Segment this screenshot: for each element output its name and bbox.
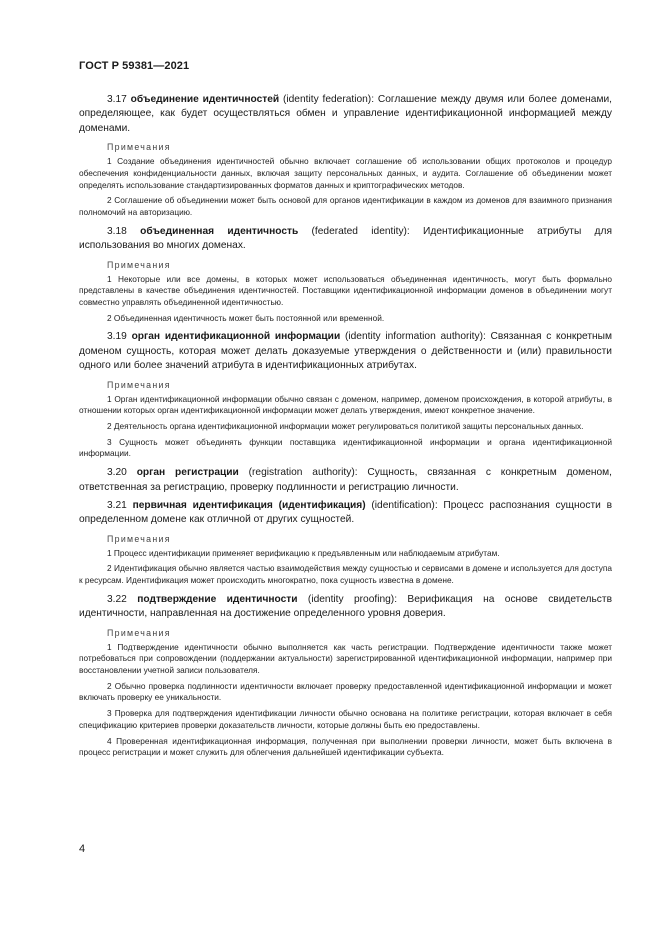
term-definition xyxy=(79,466,612,495)
notes-heading: Примечания xyxy=(107,142,171,153)
term-text: (registration authority): Сущность, связанная с конкретным доменом, ответственная за регистрацию, проверку подлинности и регистрацию личности. xyxy=(79,467,612,493)
notes-heading: Примечания xyxy=(107,533,171,544)
note: 4 Проверенная идентификационная информация, полученная при выполнении проверки личности, может быть включена в процесс регистрации и может служить для облегчения дальнейшей идентификации субъекта. xyxy=(79,735,612,758)
note: 1 Процесс идентификации применяет верификацию к предъявленным или наблюдаемым атрибутам. xyxy=(107,547,500,558)
notes-heading: Примечания xyxy=(107,627,171,638)
note: 1 Подтверждение идентичности обычно выполняется как часть регистрации. Подтверждение идентичности также может потребоваться при сопровождении (поддержании актуальности) зарегистрированной идентификационной информации, например при восстановлении учетной записи пользователя. xyxy=(79,641,612,676)
term-entry xyxy=(79,466,612,587)
term-number: 3.19 xyxy=(107,331,127,343)
note: 1 Орган идентификационной информации обычно связан с доменом, например, доменом происхождения, в которой атрибуты, в отношении которых орган идентификационной информации может делать утверждения, имеют конкретное значение. xyxy=(79,393,612,416)
term-text: (identification): Процесс распознания сущности в определенном домене как отличной от других сущностей. xyxy=(79,499,612,526)
note: 3 Сущность может объединять функции поставщика идентификационной информации и органа идентификационной информации. xyxy=(79,436,612,459)
term-number: 3.20 xyxy=(107,467,127,479)
term-definition xyxy=(79,93,612,136)
term-entry xyxy=(79,330,612,460)
term-definition xyxy=(79,330,612,373)
term-title: орган регистрации xyxy=(136,467,239,479)
term-text: (identity proofing): Верификация на основе свидетельств идентичности, направленная на достижение определенного уровня доверия. xyxy=(79,593,612,620)
term-text: (identity information authority): Связанная с конкретным доменом сущность, которая может делать доказуемые утверждения о действенности и (или) правильности одного или более значений атрибута в идентификационных атрибутах. xyxy=(79,331,612,372)
term-text: (federated identity): Идентификационные атрибуты для использования во многих доменах. xyxy=(79,225,612,252)
term-title: объединенная идентичность xyxy=(140,225,299,237)
term-number: 3.17 xyxy=(107,94,127,105)
note: 1 Некоторые или все домены, в которых может использоваться объединенная идентичность, могут быть формально представлены в качестве объединения идентичностей. Поставщики идентификационной информации доменов в объединении могут совместно управлять объединенной идентичностью. xyxy=(79,273,612,307)
term-title: первичная идентификация (идентификация) xyxy=(132,499,366,511)
term-number: 3.21 xyxy=(107,499,127,511)
term-entry xyxy=(79,593,612,759)
note: 3 Проверка для подтверждения идентификации личности обычно основана на политике регистрации, которая включает в себя спецификацию критериев проверки доказательств личности, которые должны быть ею предоставлены. xyxy=(79,708,612,730)
page-number: 4 xyxy=(79,843,86,855)
notes-heading: Примечания xyxy=(107,379,171,390)
term-number: 3.18 xyxy=(107,225,127,237)
term-title: объединение идентичностей xyxy=(130,94,280,105)
note: 2 Деятельность органа идентификационной информации может регулироваться политикой защиты персональных данных. xyxy=(107,420,584,431)
term-entry xyxy=(79,93,612,219)
note: 2 Объединенная идентичность может быть постоянной или временной. xyxy=(107,312,385,323)
term-definition xyxy=(79,499,612,528)
note: 1 Создание объединения идентичностей обычно включает соглашение об использовании общих протоколов и процедур обеспечения конфиденциальности данных, включая защиту персональных данных, и аудита. Соглашение об объединении может определять использование стандартизированных форматов данных и криптографических методов. xyxy=(79,156,612,190)
notes-heading: Примечания xyxy=(107,259,171,270)
term-entry xyxy=(79,225,612,325)
note: 2 Идентификация обычно является частью взаимодействия между сущностью и сервисами в домене и используется для доступа к ресурсам. Идентификация может происходить многократно, пока сущность известна в домене. xyxy=(79,563,612,586)
term-title: орган идентификационной информации xyxy=(131,331,341,343)
term-title: подтверждение идентичности xyxy=(137,593,298,605)
term-text: (identity federation): Соглашение между двумя или более доменами, определяющее, как будет осуществляться обмен и управление идентификационной информацией между доменами. xyxy=(79,94,612,134)
term-number: 3.22 xyxy=(107,593,127,605)
document-header: ГОСТ Р 59381—2021 xyxy=(79,60,190,72)
note: 2 Обычно проверка подлинности идентичности включает проверку предоставленной идентификационной информации и может включать проверку ее уникальности. xyxy=(79,680,612,703)
term-definition xyxy=(79,225,612,254)
note: 2 Соглашение об объединении может быть основой для органов идентификации в каждом из доменов для взаимного признания полномочий на авторизацию. xyxy=(79,195,612,218)
document-content xyxy=(79,93,612,765)
term-definition xyxy=(79,593,612,622)
